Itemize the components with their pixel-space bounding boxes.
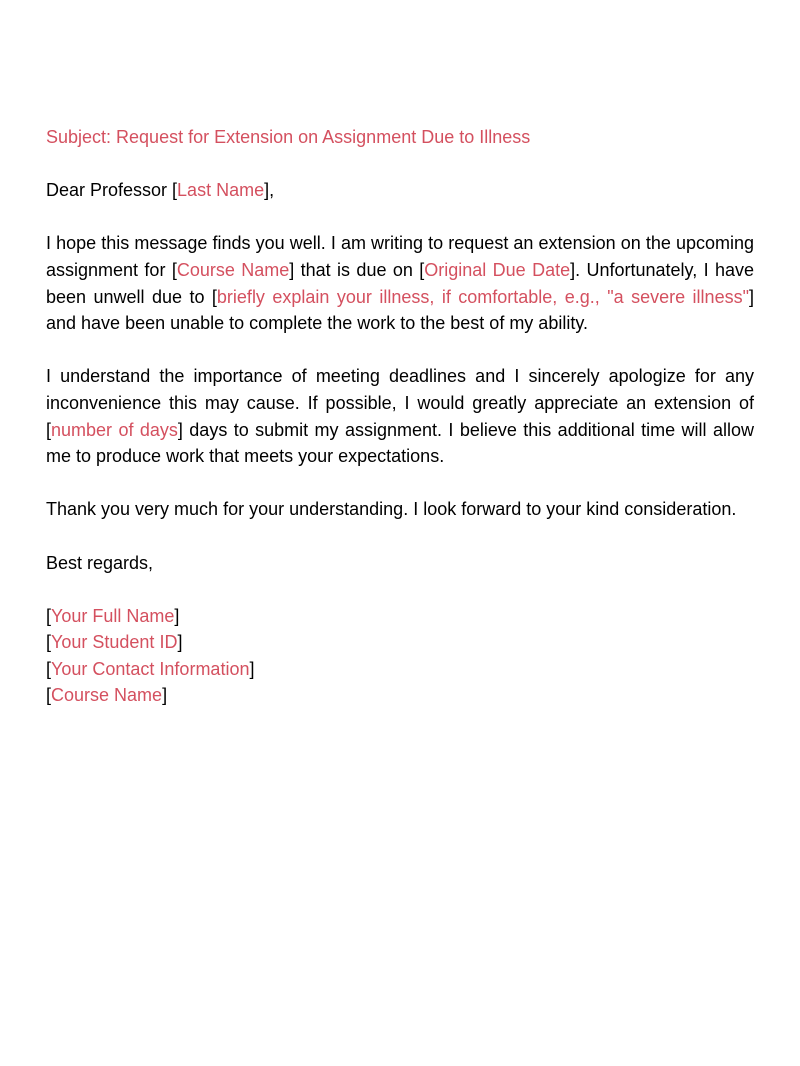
salutation	[46, 177, 754, 204]
signature-student-id	[46, 629, 754, 656]
paragraph-apology	[46, 363, 754, 469]
placeholder-student-id: Your Student ID	[51, 632, 178, 653]
para2-text-1: I understand the importance of meeting deadlines and I sincerely apologize for any inconvenience this may cause. If possible, I would greatly appreciate an extension of [	[46, 366, 754, 440]
placeholder-course-name-signature: Course Name	[51, 685, 163, 706]
placeholder-number-of-days: number of days	[51, 419, 178, 440]
letter-page	[46, 124, 754, 736]
placeholder-last-name: Last Name	[177, 180, 265, 201]
signature-contact	[46, 656, 754, 683]
para2-text-2: ] days to submit my assignment. I believe this additional time will allow me to produce work that meets your expectations.	[46, 419, 754, 467]
placeholder-illness: briefly explain your illness, if comfortable, e.g., "a severe illness"	[216, 286, 749, 307]
signature-block	[46, 603, 754, 709]
placeholder-contact-info: Your Contact Information	[51, 658, 250, 679]
placeholder-due-date: Original Due Date	[424, 259, 571, 280]
bracket-open: [	[46, 658, 52, 679]
bracket-open: [	[46, 632, 52, 653]
signature-full-name	[46, 603, 754, 630]
placeholder-full-name: Your Full Name	[51, 605, 175, 626]
signature-course	[46, 682, 754, 709]
para1-text-1: I hope this message finds you well. I am writing to request an extension on the upcoming assignment for [	[46, 233, 754, 280]
paragraph-thanks: Thank you very much for your understanding. I look forward to your kind consideration.	[46, 499, 737, 520]
closing: Best regards,	[46, 552, 154, 573]
bracket-close: ]	[177, 632, 183, 653]
bracket-open: [	[46, 685, 52, 706]
subject-line: Subject: Request for Extension on Assignment Due to Illness	[46, 127, 531, 147]
bracket-close: ]	[162, 685, 168, 706]
para1-text-4: ] and have been unable to complete the work to the best of my ability.	[46, 286, 754, 334]
placeholder-course-name: Course Name	[176, 259, 290, 280]
paragraph-request	[46, 230, 754, 336]
bracket-open: [	[46, 605, 52, 626]
para1-text-3: ]. Unfortunately, I have been unwell due to [	[46, 259, 755, 307]
bracket-close: ]	[174, 605, 180, 626]
salutation-prefix: Dear Professor [	[46, 180, 178, 201]
salutation-suffix: ],	[264, 180, 275, 201]
para1-text-2: ] that is due on [	[289, 259, 425, 280]
bracket-close: ]	[249, 658, 255, 679]
